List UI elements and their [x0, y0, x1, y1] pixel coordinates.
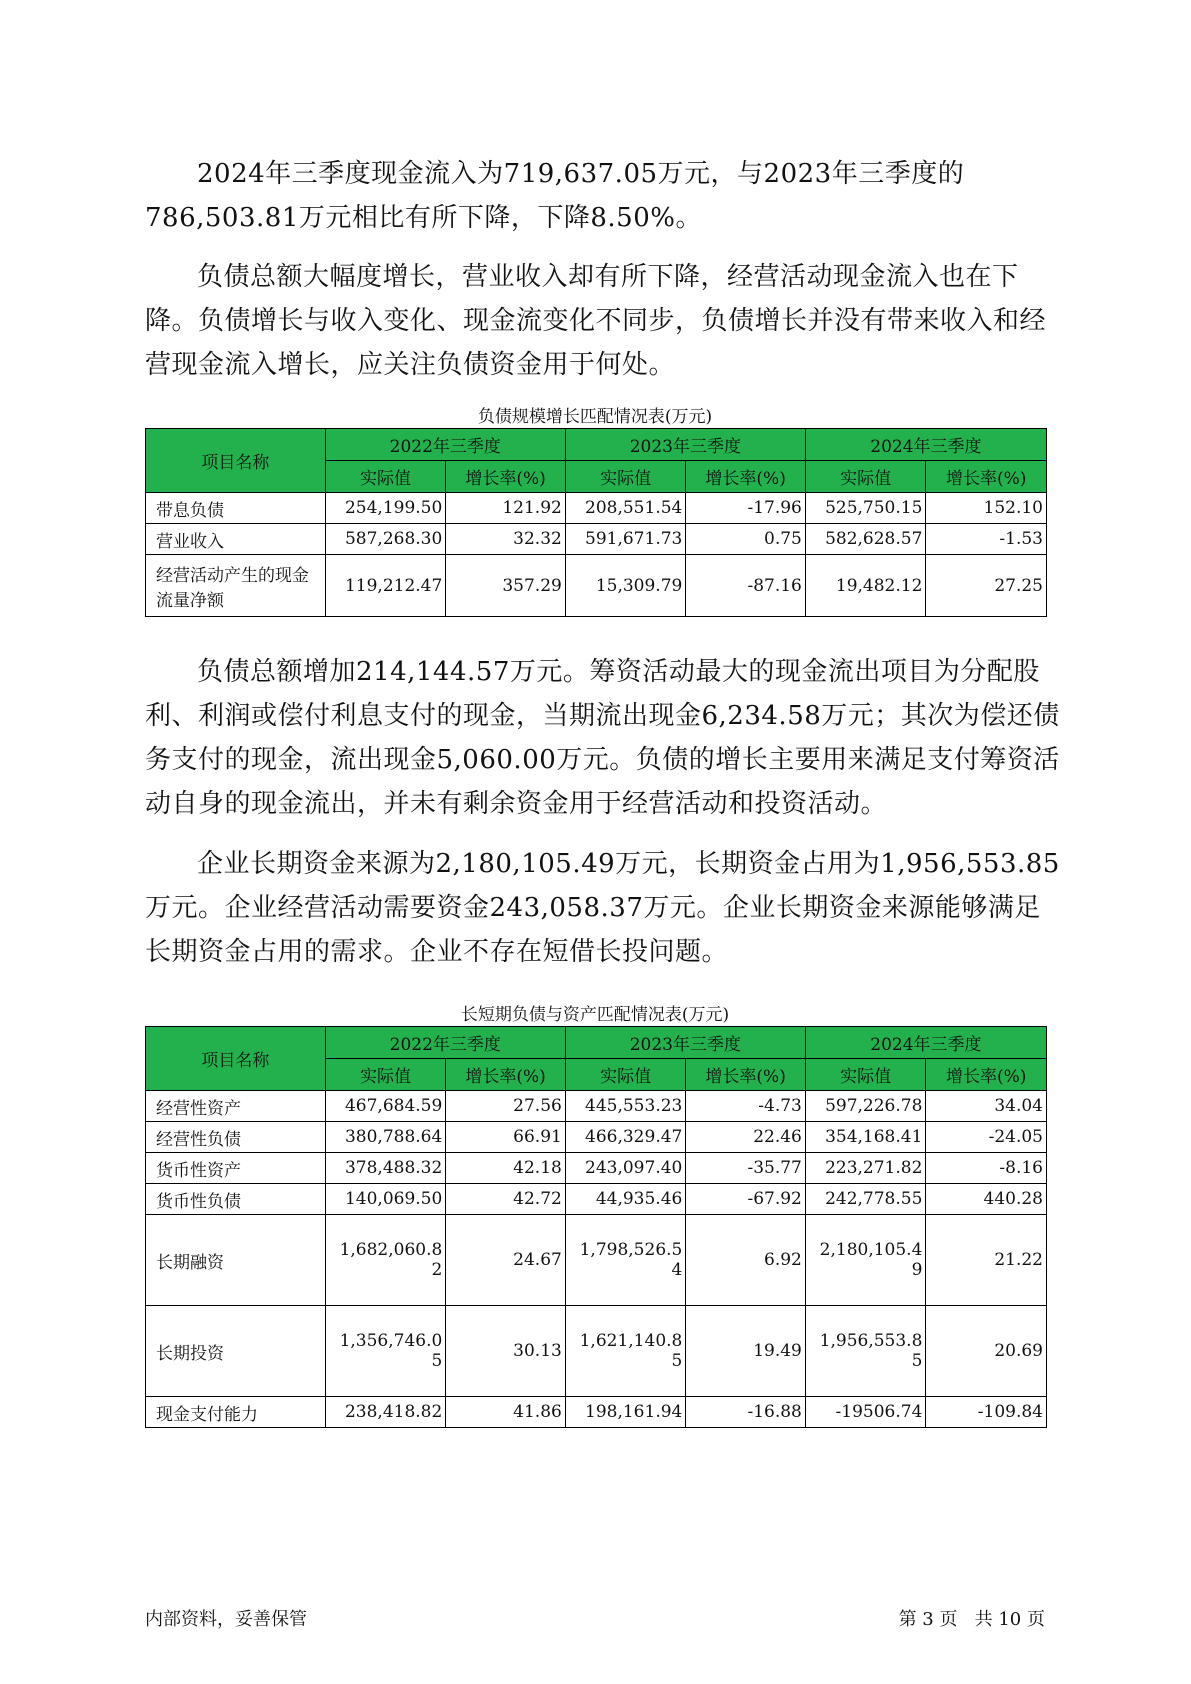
row-label: 货币性资产 — [146, 1153, 326, 1184]
actual-value-header: 实际值 — [325, 461, 446, 493]
actual-value-cell: 140,069.50 — [325, 1184, 446, 1215]
growth-rate-cell: -35.77 — [686, 1153, 806, 1184]
table-row — [146, 1215, 1047, 1306]
growth-rate-cell: 6.92 — [686, 1215, 806, 1306]
growth-rate-cell: 24.67 — [446, 1215, 566, 1306]
growth-rate-header: 增长率(%) — [446, 1059, 566, 1091]
growth-rate-cell: 0.75 — [686, 524, 806, 555]
row-label: 长期融资 — [146, 1215, 326, 1306]
row-label: 货币性负债 — [146, 1184, 326, 1215]
actual-value-header: 实际值 — [565, 1059, 686, 1091]
actual-value-header: 实际值 — [805, 1059, 926, 1091]
growth-rate-cell: 41.86 — [446, 1397, 566, 1428]
actual-value-cell: 354,168.41 — [805, 1122, 926, 1153]
period-header: 2024年三季度 — [805, 1027, 1046, 1059]
actual-value-cell: 1,798,526.54 — [565, 1215, 686, 1306]
growth-rate-cell: 19.49 — [686, 1306, 806, 1397]
period-header: 2022年三季度 — [325, 429, 565, 461]
item-name-header: 项目名称 — [146, 1027, 326, 1091]
growth-rate-cell: -67.92 — [686, 1184, 806, 1215]
table-row — [146, 1184, 1047, 1215]
growth-rate-cell: 66.91 — [446, 1122, 566, 1153]
actual-value-cell: 1,682,060.82 — [325, 1215, 446, 1306]
growth-rate-cell: -87.16 — [686, 555, 806, 617]
item-name-header: 项目名称 — [146, 429, 326, 493]
growth-rate-cell: 21.22 — [926, 1215, 1047, 1306]
row-label: 经营性负债 — [146, 1122, 326, 1153]
growth-rate-cell: -1.53 — [926, 524, 1047, 555]
growth-rate-cell: 20.69 — [926, 1306, 1047, 1397]
period-header: 2023年三季度 — [565, 1027, 805, 1059]
growth-rate-cell: 30.13 — [446, 1306, 566, 1397]
actual-value-cell: 2,180,105.49 — [805, 1215, 926, 1306]
paragraph-financing-outflow: 负债总额增加214,144.57万元。筹资活动最大的现金流出项目为分配股利、利润或偿付利息支付的现金，当期流出现金6,234.58万元；其次为偿还债务支付的现金，流出现金5,060.00万元。负债的增长主要用来满足支付筹资活动自身的现金流出，并未有剩余资金用于经营活动和投资活动。 — [145, 657, 1060, 819]
actual-value-cell: 467,684.59 — [325, 1091, 446, 1122]
row-label: 长期投资 — [146, 1306, 326, 1397]
table2-caption: 长短期负债与资产匹配情况表(万元) — [460, 1005, 730, 1025]
actual-value-header: 实际值 — [565, 461, 686, 493]
period-header: 2024年三季度 — [805, 429, 1046, 461]
actual-value-cell: 243,097.40 — [565, 1153, 686, 1184]
actual-value-cell: 238,418.82 — [325, 1397, 446, 1428]
actual-value-cell: 1,956,553.85 — [805, 1306, 926, 1397]
table-row — [146, 555, 1047, 617]
actual-value-cell: 591,671.73 — [565, 524, 686, 555]
actual-value-cell: 1,356,746.05 — [325, 1306, 446, 1397]
growth-rate-header: 增长率(%) — [686, 1059, 806, 1091]
actual-value-cell: 208,551.54 — [565, 493, 686, 524]
table1-caption: 负债规模增长匹配情况表(万元) — [477, 407, 713, 427]
growth-rate-cell: 42.18 — [446, 1153, 566, 1184]
growth-rate-cell: -8.16 — [926, 1153, 1047, 1184]
growth-rate-cell: -109.84 — [926, 1397, 1047, 1428]
long-short-matching-table — [145, 1026, 1047, 1428]
actual-value-cell: 1,621,140.85 — [565, 1306, 686, 1397]
actual-value-cell: 587,268.30 — [325, 524, 446, 555]
actual-value-cell: 119,212.47 — [325, 555, 446, 617]
paragraph-debt-growth: 负债总额大幅度增长，营业收入却有所下降，经营活动现金流入也在下降。负债增长与收入变化、现金流变化不同步，负债增长并没有带来收入和经营现金流入增长，应关注负债资金用于何处。 — [145, 262, 1047, 380]
growth-rate-cell: 27.56 — [446, 1091, 566, 1122]
growth-rate-cell: 34.04 — [926, 1091, 1047, 1122]
actual-value-cell: 380,788.64 — [325, 1122, 446, 1153]
actual-value-cell: 242,778.55 — [805, 1184, 926, 1215]
growth-rate-cell: 357.29 — [446, 555, 566, 617]
growth-rate-cell: -24.05 — [926, 1122, 1047, 1153]
growth-rate-header: 增长率(%) — [926, 1059, 1047, 1091]
table-row — [146, 1153, 1047, 1184]
row-label: 经营活动产生的现金流量净额 — [146, 555, 326, 617]
table-row — [146, 1091, 1047, 1122]
growth-rate-header: 增长率(%) — [446, 461, 566, 493]
growth-rate-cell: 32.32 — [446, 524, 566, 555]
growth-rate-header: 增长率(%) — [926, 461, 1047, 493]
growth-rate-cell: -16.88 — [686, 1397, 806, 1428]
actual-value-cell: 198,161.94 — [565, 1397, 686, 1428]
paragraph-cash-inflow: 2024年三季度现金流入为719,637.05万元，与2023年三季度的786,503.81万元相比有所下降，下降8.50%。 — [145, 159, 965, 233]
table-row — [146, 524, 1047, 555]
growth-rate-header: 增长率(%) — [686, 461, 806, 493]
actual-value-cell: 466,329.47 — [565, 1122, 686, 1153]
actual-value-cell: 19,482.12 — [805, 555, 926, 617]
actual-value-cell: 378,488.32 — [325, 1153, 446, 1184]
actual-value-cell: 254,199.50 — [325, 493, 446, 524]
actual-value-cell: 597,226.78 — [805, 1091, 926, 1122]
footer-confidential-note: 内部资料，妥善保管 — [145, 1609, 307, 1630]
period-header: 2022年三季度 — [325, 1027, 565, 1059]
growth-rate-cell: 121.92 — [446, 493, 566, 524]
period-header: 2023年三季度 — [565, 429, 805, 461]
row-label: 营业收入 — [146, 524, 326, 555]
actual-value-cell: 525,750.15 — [805, 493, 926, 524]
actual-value-cell: 15,309.79 — [565, 555, 686, 617]
growth-rate-cell: 440.28 — [926, 1184, 1047, 1215]
row-label: 现金支付能力 — [146, 1397, 326, 1428]
table-row — [146, 1397, 1047, 1428]
growth-rate-cell: 22.46 — [686, 1122, 806, 1153]
paragraph-long-term-funds: 企业长期资金来源为2,180,105.49万元，长期资金占用为1,956,553.85万元。企业经营活动需要资金243,058.37万元。企业长期资金来源能够满足长期资金占用的需求。企业不存在短借长投问题。 — [145, 849, 1060, 967]
table-row — [146, 1306, 1047, 1397]
growth-rate-cell: 42.72 — [446, 1184, 566, 1215]
growth-rate-cell: -17.96 — [686, 493, 806, 524]
row-label: 带息负债 — [146, 493, 326, 524]
debt-growth-table — [145, 428, 1047, 617]
growth-rate-cell: 152.10 — [926, 493, 1047, 524]
actual-value-cell: 445,553.23 — [565, 1091, 686, 1122]
table-row — [146, 1122, 1047, 1153]
table-row — [146, 493, 1047, 524]
actual-value-cell: 44,935.46 — [565, 1184, 686, 1215]
footer-page-number: 第 3 页 共 10 页 — [898, 1609, 1045, 1630]
actual-value-header: 实际值 — [805, 461, 926, 493]
row-label: 经营性资产 — [146, 1091, 326, 1122]
actual-value-cell: 582,628.57 — [805, 524, 926, 555]
actual-value-header: 实际值 — [325, 1059, 446, 1091]
actual-value-cell: -19506.74 — [805, 1397, 926, 1428]
actual-value-cell: 223,271.82 — [805, 1153, 926, 1184]
growth-rate-cell: -4.73 — [686, 1091, 806, 1122]
growth-rate-cell: 27.25 — [926, 555, 1047, 617]
